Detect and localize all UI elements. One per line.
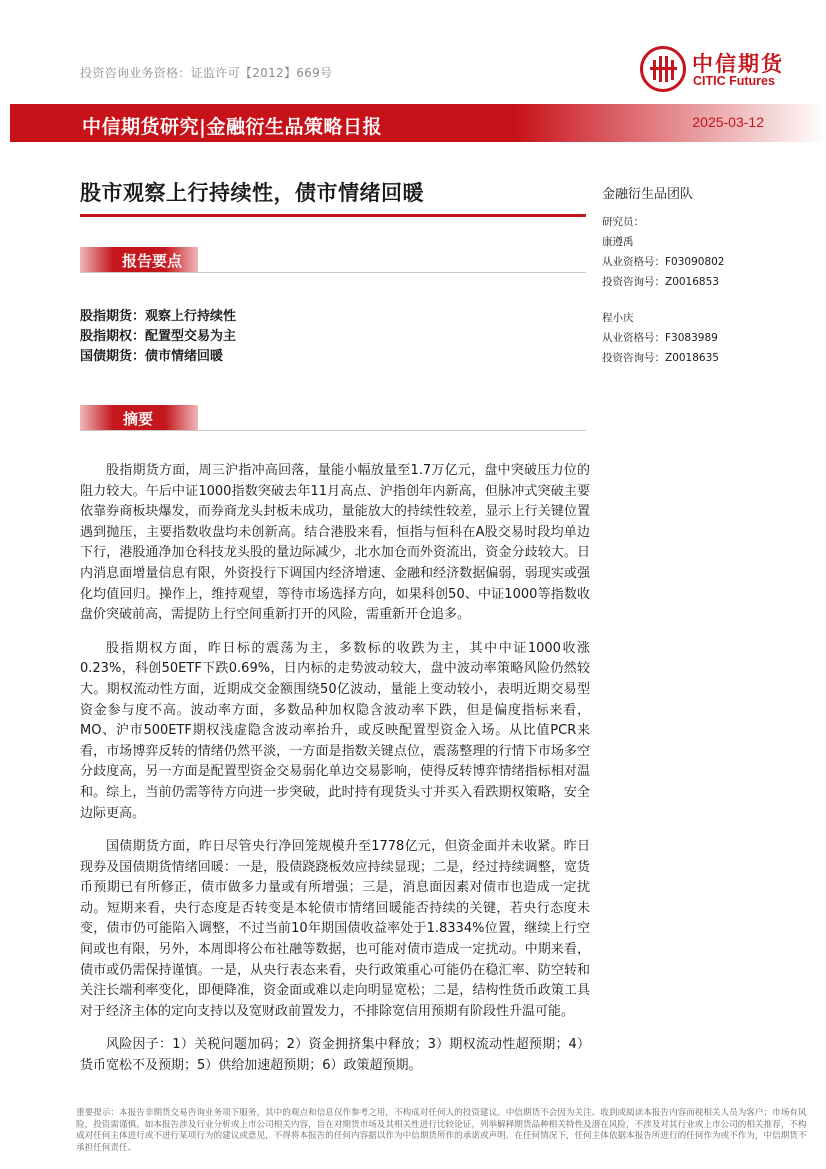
logo-chinese-name: 中信期货 (692, 52, 784, 76)
key-point-index-futures (80, 305, 236, 324)
key-points-section-header (80, 247, 586, 273)
key-points-label: 报告要点 (122, 252, 183, 270)
researcher-license: 从业资格号：F03090802 (602, 256, 725, 268)
key-point-label: 国债期货： (80, 349, 146, 364)
summary-section-header (80, 405, 586, 431)
researcher-advisory-number: 投资咨询号：Z0016853 (602, 276, 719, 288)
analyst-sidebar (602, 183, 812, 368)
researcher-name: 康遵禹 (602, 236, 634, 248)
key-point-text: 配置型交易为主 (145, 329, 237, 344)
paragraph-treasury-futures: 国债期货方面，昨日尽管央行净回笼规模升至1778亿元，但资金面并未收紧。昨日现券及国债期货情绪回暖：一是，股债跷跷板效应持续显现；二是，经过持续调整，宽货币预期已有所修正，债市做多力量或有所增强；三是，消息面因素对债市也造成一定扰动。短期来看，央行态度是否转变是本轮债市情绪回暖能否持续的关键，若央行态度未变，债市仍可能陷入调整，不过当前10年期国债收益率处于1.8334%位置，继续上行空间或也有限，另外，本周即将公布社融等数据，也可能对债市造成一定扰动。中期来看，债市或仍需保持谨慎。一是，从央行表态来看，央行政策重心可能仍在稳汇率、防空转和关注长端利率变化，即便降准，资金面或难以走向明显宽松；二是，结构性货币政策工具对于经济主体的定向支持以及宽财政前置发力，不排除宽信用预期有阶段性升温可能。 (80, 839, 590, 1019)
logo-english-name: CITIC Futures (693, 74, 775, 88)
key-point-label: 股指期货： (80, 309, 146, 324)
key-point-label: 股指期权： (80, 329, 146, 344)
report-banner (10, 104, 826, 142)
key-point-text: 观察上行持续性 (145, 309, 237, 324)
paragraph-index-futures: 股指期货方面，周三沪指冲高回落，量能小幅放量至1.7万亿元，盘中突破压力位的阻力较大。午后中证1000指数突破去年11月高点、沪指创年内新高，但脉冲式突破主要依靠券商板块爆发，而券商龙头封板未成功，量能放大的持续性较差，显示上行关键位置遇到抛压，主要指数收盘均未创新高。结合港股来看，恒指与恒科在A股交易时段均单边下行，港股通净加仓科技龙头股的量边际减少，北水加仓而外资流出，资金分歧较大。日内消息面增量信息有限，外资投行下调国内经济增速、金融和经济数据偏弱，弱现实或强化均值回归。操作上，维持观望，等待市场选择方向，如果科创50、中证1000等指数收盘价突破前高，需提防上行空间重新打开的风险，需重新开仓追多。 (80, 463, 590, 623)
researcher-license: 从业资格号：F3083989 (602, 332, 718, 344)
citic-logo-icon (640, 46, 686, 92)
paragraph-index-options: 股指期权方面，昨日标的震荡为主，多数标的收跌为主，其中中证1000收涨0.23%，科创50ETF下跌0.69%，日内标的走势波动较大，盘中波动率策略风险仍然较大。期权流动性方面，近期成交金额围绕50亿波动，量能上变动较小，表明近期交易型资金参与度不高。波动率方面，多数品种加权隐含波动率下跌，但是偏度指标来看，MO、沪市500ETF期权浅虚隐含波动率抬升，或反映配置型资金入场。从比值PCR来看，市场博弈反转的情绪仍然平淡，一方面是指数关键点位，震荡整理的行情下市场多空分歧度高，另一方面是配置型资金交易弱化单边交易影响，使得反转博弈情绪指标相对温和。综上，当前仍需等待方向进一步突破，此时持有现货头寸并买入看跌期权策略，安全边际更高。 (80, 640, 590, 821)
key-point-treasury-futures (80, 345, 223, 364)
report-title: 股市观察上行持续性，债市情绪回暖 (80, 181, 424, 205)
disclaimer-footer: 重要提示：本报告非期货交易咨询业务项下服务，其中的观点和信息仅作参考之用，不构成对任何人的投资建议。中信期货不会因为关注、收到或阅读本报告内容而视相关人员为客户；市场有风险，投资需谨慎。如本报告涉及行业分析或上市公司相关内容，旨在对期货市场及其相关性进行比较论证，列举解释期货品种相关特性及潜在风险，不涉及对其行业或上市公司的相关推荐，不构成对任何主体进行或不进行某项行为的建议或意见，不得将本报告的任何内容据以作为中信期货所作的承诺或声明。在任何情况下，任何主体依据本报告所进行的任何作为或不作为，中信期货不承担任何责任。 (76, 1108, 807, 1153)
key-point-text: 债市情绪回暖 (145, 349, 224, 364)
researcher-name: 程小庆 (602, 312, 634, 324)
banner-title: 中信期货研究|金融衍生品策略日报 (82, 116, 382, 138)
company-logo (640, 42, 810, 96)
title-divider (80, 214, 586, 217)
researcher-advisory-number: 投资咨询号：Z0018635 (602, 352, 719, 364)
summary-body (80, 461, 590, 1090)
researcher-label: 研究员： (602, 216, 644, 228)
paragraph-risk-factors: 风险因子：1）关税问题加码；2）资金拥挤集中释放；3）期权流动性超预期；4）货币宽松不及预期；5）供给加速超预期；6）政策超预期。 (80, 1037, 590, 1074)
team-name: 金融衍生品团队 (602, 187, 694, 202)
key-point-index-options (80, 325, 236, 344)
license-text: 投资咨询业务资格：证监许可【2012】669号 (80, 66, 333, 80)
summary-label: 摘要 (123, 410, 154, 428)
report-date: 2025-03-12 (692, 114, 764, 130)
